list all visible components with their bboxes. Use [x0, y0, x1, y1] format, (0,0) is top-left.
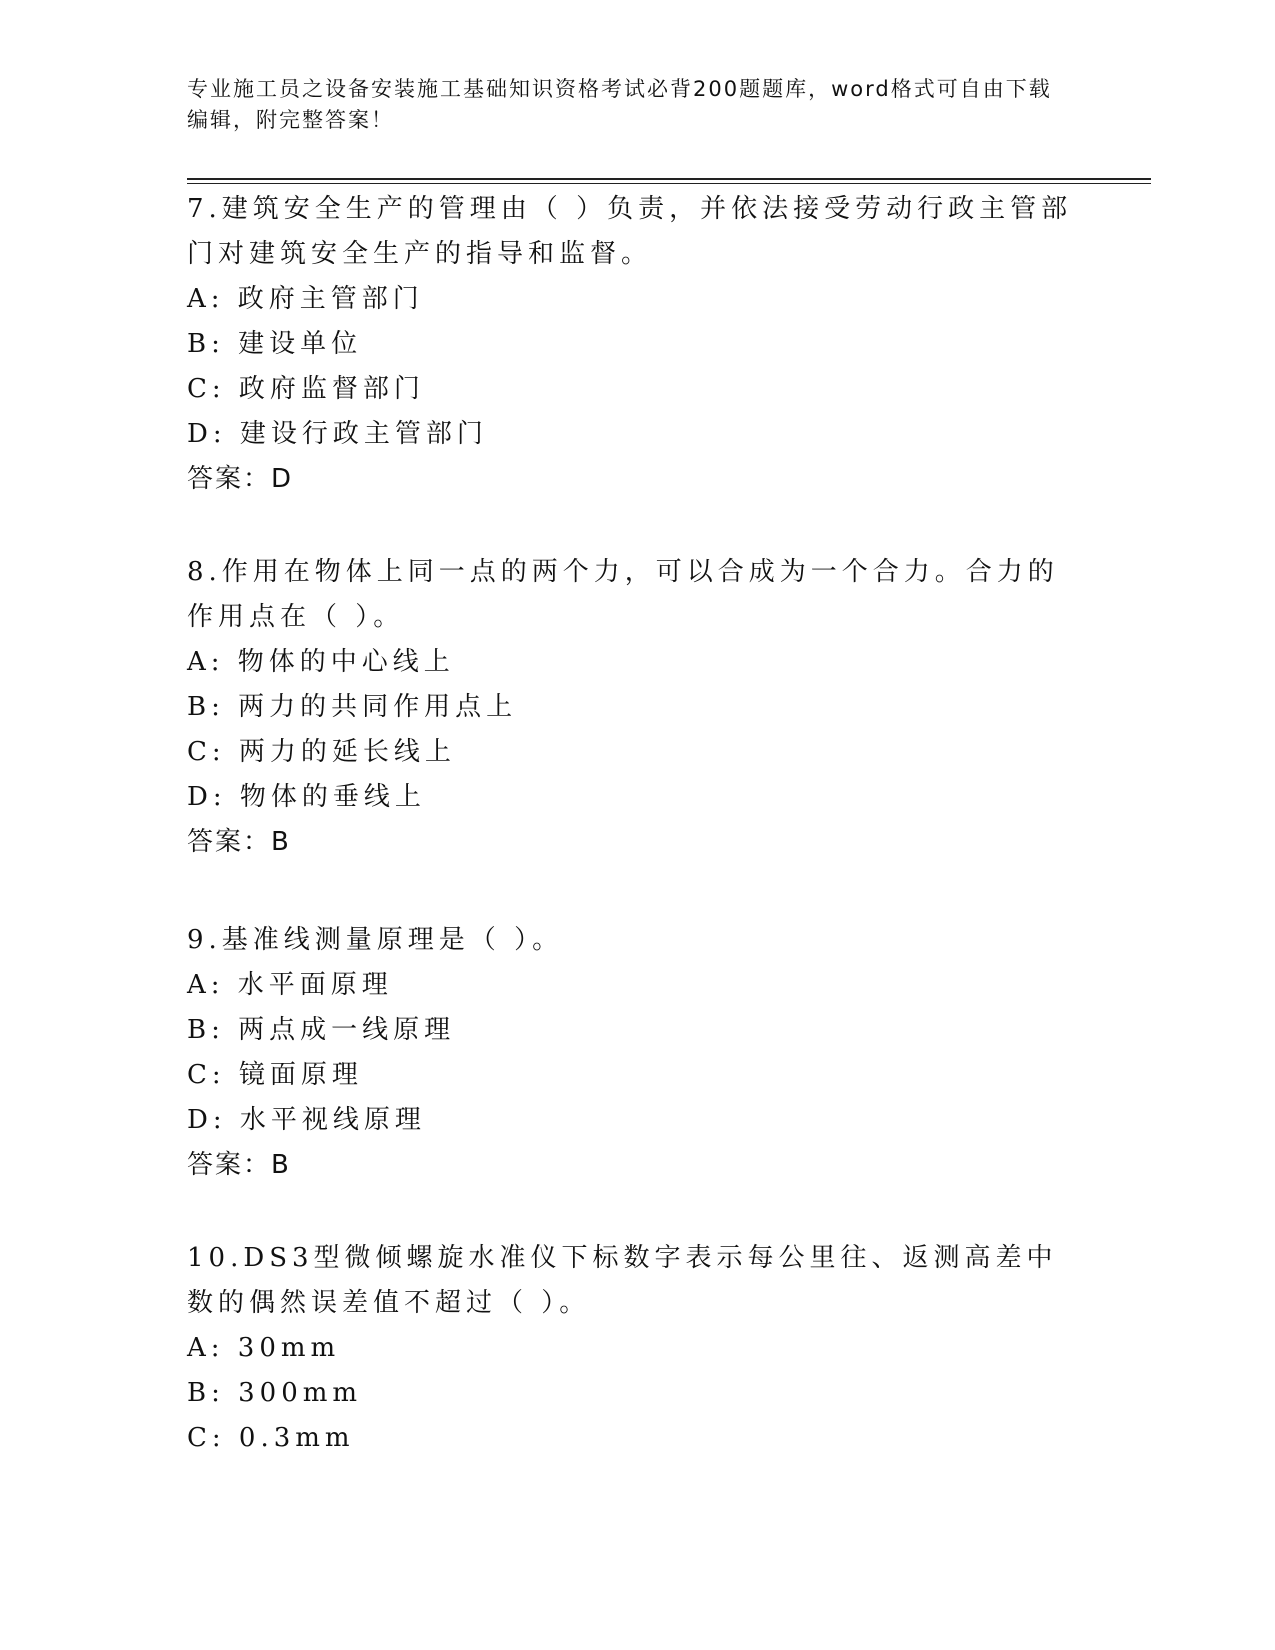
option-c: C: 政府监督部门 [187, 374, 425, 404]
option-a: A: 水平面原理 [187, 970, 393, 1000]
option-a: A: 物体的中心线上 [187, 647, 455, 677]
option-c: C: 0.3mm [187, 1423, 355, 1453]
question-text: 10.DS3型微倾螺旋水准仪下标数字表示每公里往、返测高差中数的偶然误差值不超过（ ）。 [187, 1243, 1058, 1318]
option-a: A: 30mm [187, 1333, 341, 1363]
option-c: C: 两力的延长线上 [187, 737, 456, 767]
question-text: 9.基准线测量原理是（ ）。 [187, 925, 564, 955]
option-b: B: 两力的共同作用点上 [187, 692, 518, 722]
question-text: 8.作用在物体上同一点的两个力，可以合成为一个合力。合力的作用点在（ ）。 [187, 557, 1059, 632]
question-8 [187, 550, 1087, 865]
answer: 答案：D [187, 464, 294, 494]
question-text: 7.建筑安全生产的管理由（ ）负责，并依法接受劳动行政主管部门对建筑安全生产的指导和监督。 [187, 194, 1073, 269]
option-d: D: 建设行政主管部门 [187, 419, 488, 449]
header-divider-thin [187, 183, 1151, 184]
option-b: B: 300mm [187, 1378, 363, 1408]
question-9 [187, 918, 1087, 1188]
option-c: C: 镜面原理 [187, 1060, 363, 1090]
question-7 [187, 187, 1087, 502]
option-b: B: 两点成一线原理 [187, 1015, 456, 1045]
option-d: D: 物体的垂线上 [187, 782, 426, 812]
option-a: A: 政府主管部门 [187, 284, 424, 314]
question-10 [187, 1236, 1087, 1461]
answer: 答案：B [187, 1150, 291, 1180]
document-header: 专业施工员之设备安装施工基础知识资格考试必背200题题库，word格式可自由下载编辑，附完整答案！ [187, 77, 1052, 132]
option-b: B: 建设单位 [187, 329, 363, 359]
answer: 答案：B [187, 827, 291, 857]
option-d: D: 水平视线原理 [187, 1105, 426, 1135]
header-divider [187, 178, 1151, 180]
